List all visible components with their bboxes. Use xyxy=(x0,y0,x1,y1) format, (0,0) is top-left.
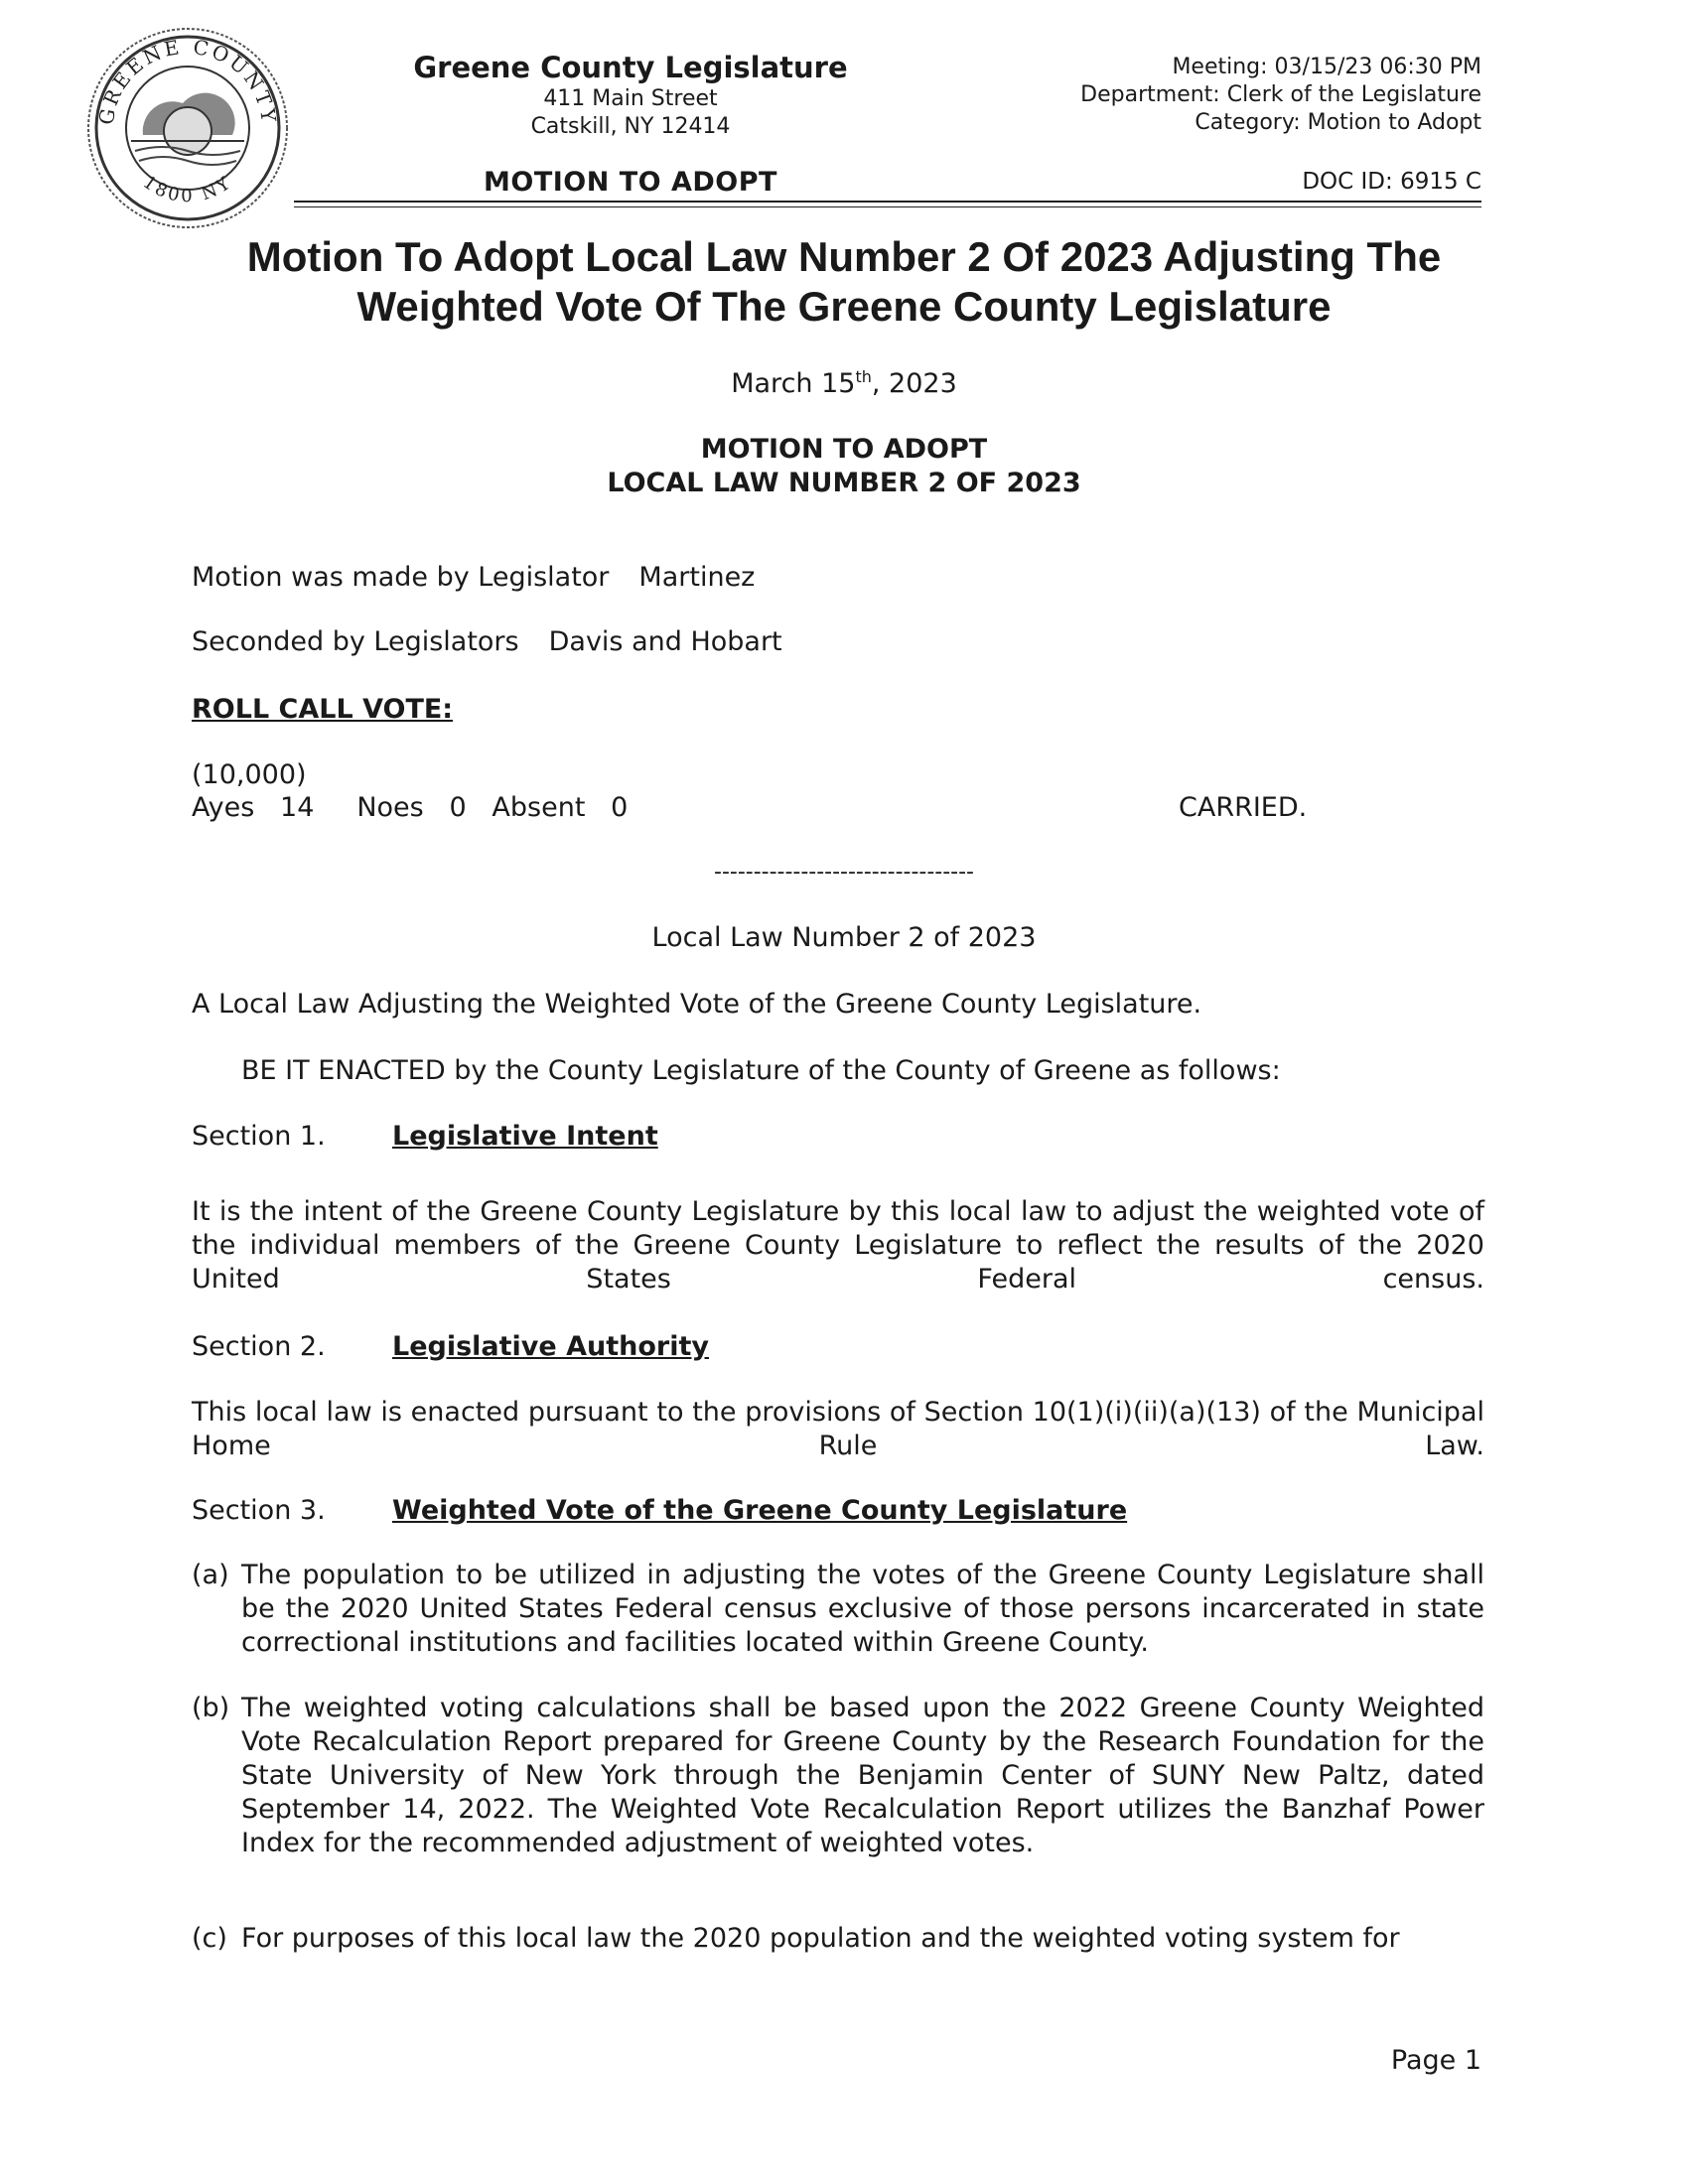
motion-by-value: Martinez xyxy=(638,562,756,593)
item-b-text: The weighted voting calculations shall be based upon the 2022 Greene County Weighted Vote Recalculation Report prepared for Greene County by the Research Foundation for the State University of New York through the Benjamin Center of SUNY New Paltz, dated September 14, 2022. The Weighted Vote Recalculation Report utilizes the Banzhaf Power Index for the recommended adjustment of weighted votes. xyxy=(241,1693,1484,1858)
seconded-label: Seconded by Legislators xyxy=(192,626,519,657)
header-rule-thin xyxy=(294,206,1481,207)
header-rule xyxy=(294,201,1481,203)
section-2-body: This local law is enacted pursuant to the provisions of Section 10(1)(i)(ii)(a)(13) of the Municipal Home Rule Law. xyxy=(192,1397,1484,1461)
local-law-description: A Local Law Adjusting the Weighted Vote of the Greene County Legislature. xyxy=(192,989,1202,1020)
vote-tally xyxy=(192,791,628,825)
seconded-by xyxy=(192,625,782,659)
ayes-label: Ayes xyxy=(192,792,255,823)
seal-text-bottom: 1800 NY xyxy=(138,172,237,207)
section-1-header xyxy=(192,1120,658,1154)
roll-call-heading: ROLL CALL VOTE: xyxy=(192,694,454,725)
org-block xyxy=(397,50,864,141)
absent-count: 0 xyxy=(611,792,629,823)
motion-heading xyxy=(0,433,1688,500)
date-year: , 2023 xyxy=(871,368,957,399)
seconded-value: Davis and Hobart xyxy=(548,626,782,657)
item-c-key: (c) xyxy=(192,1923,227,1954)
title-line-2: Weighted Vote Of The Greene County Legislature xyxy=(356,283,1332,330)
motion-heading-1: MOTION TO ADOPT xyxy=(700,434,988,465)
address-line-1: 411 Main Street xyxy=(543,86,718,111)
title-line-1: Motion To Adopt Local Law Number 2 Of 2023 Adjusting The xyxy=(246,233,1442,280)
list-item xyxy=(192,1922,1484,1956)
date-suffix: th xyxy=(855,367,872,386)
section-3-header xyxy=(192,1494,1127,1528)
enacted-clause: BE IT ENACTED by the County Legislature of the County of Greene as follows: xyxy=(241,1055,1281,1086)
doc-type: MOTION TO ADOPT xyxy=(484,167,777,198)
section-2-heading: Legislative Authority xyxy=(392,1331,709,1362)
item-c-text: For purposes of this local law the 2020 population and the weighted voting system for xyxy=(241,1923,1400,1954)
section-1-heading: Legislative Intent xyxy=(392,1121,658,1152)
county-seal xyxy=(83,24,292,232)
svg-text:1800 NY xyxy=(139,172,236,206)
list-item xyxy=(192,1559,1484,1660)
address-line-2: Catskill, NY 12414 xyxy=(530,114,731,139)
section-2-label: Section 2. xyxy=(192,1331,326,1362)
seal-text-top: GREENE COUNTY xyxy=(93,34,282,127)
org-name: Greene County Legislature xyxy=(413,51,848,84)
separator: --------------------------------- xyxy=(714,860,974,885)
section-3-heading: Weighted Vote of the Greene County Legislature xyxy=(392,1495,1128,1526)
motion-by xyxy=(192,561,755,595)
item-a-text: The population to be utilized in adjusting the votes of the Greene County Legislature shall be the 2020 United States Federal census exclusive of those persons incarcerated in state correctional institutions and facilities located within Greene County. xyxy=(241,1560,1484,1658)
section-1-body: It is the intent of the Greene County Legislature by this local law to adjust the weighted vote of the individual members of the Greene County Legislature to reflect the results of the 2020 United States Federal census. xyxy=(192,1196,1484,1295)
section-2-header xyxy=(192,1330,709,1364)
noes-label: Noes xyxy=(356,792,424,823)
vote-total: (10,000) xyxy=(192,759,307,790)
ayes-count: 14 xyxy=(280,792,315,823)
motion-by-label: Motion was made by Legislator xyxy=(192,562,610,593)
item-b-key: (b) xyxy=(192,1693,230,1723)
list-item xyxy=(192,1692,1484,1860)
meeting-datetime: Meeting: 03/15/23 06:30 PM xyxy=(1172,55,1481,79)
meeting-info xyxy=(1080,54,1481,137)
section-1-label: Section 1. xyxy=(192,1121,326,1152)
local-law-title: Local Law Number 2 of 2023 xyxy=(651,922,1037,953)
item-a-key: (a) xyxy=(192,1560,229,1590)
section-3-label: Section 3. xyxy=(192,1495,326,1526)
document-date xyxy=(0,367,1688,399)
motion-heading-2: LOCAL LAW NUMBER 2 OF 2023 xyxy=(607,468,1081,498)
category: Category: Motion to Adopt xyxy=(1195,110,1481,135)
noes-count: 0 xyxy=(449,792,467,823)
doc-id: DOC ID: 6915 C xyxy=(1302,169,1481,195)
department: Department: Clerk of the Legislature xyxy=(1080,82,1481,107)
date-month-day: March 15 xyxy=(731,368,856,399)
page-number: Page 1 xyxy=(1390,2045,1481,2076)
absent-label: Absent xyxy=(492,792,586,823)
vote-result: CARRIED. xyxy=(1179,792,1308,823)
document-title xyxy=(149,232,1539,332)
